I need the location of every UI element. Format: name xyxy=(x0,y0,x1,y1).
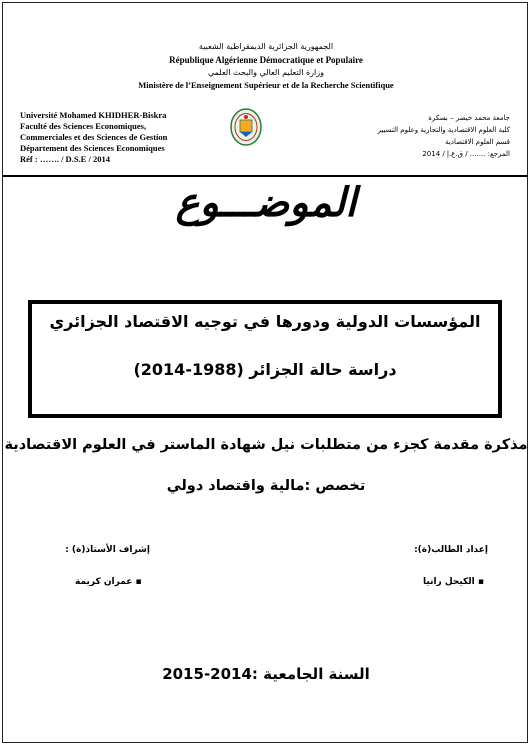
header-republic-ar: الجمهورية الجزائرية الديمقراطية الشعبية xyxy=(198,42,334,51)
professor-name: عمران كريمة xyxy=(75,577,133,587)
memo-description: مذكرة مقدمة كجزء من متطلبات نيل شهادة الماستر في العلوم الاقتصادية xyxy=(4,437,528,453)
faculty-ar: كلية العلوم الاقتصادية والتجارية وعلوم التسيير xyxy=(377,126,510,134)
reference-fr: Réf : ……. / D.S.E / 2014 xyxy=(20,154,110,164)
prepared-by-label: إعداد الطالب(ة): xyxy=(414,545,488,555)
bullet-icon: ▪ xyxy=(135,577,142,587)
header-ministry-fr: Ministère de l’Enseignement Supérieur et de la Recherche Scientifique xyxy=(138,80,394,90)
professor-name-row xyxy=(75,577,142,587)
header-ministry-ar: وزارة التعليم العالي والبحث العلمي xyxy=(208,68,324,77)
bullet-icon: ▪ xyxy=(477,577,484,587)
student-name: الكيحل رانيا xyxy=(423,577,475,587)
specialty: تخصص :مالية واقتصاد دولي xyxy=(166,478,366,494)
faculty-line-2-fr: Commerciales et des Sciences de Gestion xyxy=(20,132,168,142)
thesis-title: المؤسسات الدولية ودورها في توجيه الاقتصاد الجزائري xyxy=(49,312,481,331)
supervisor-label: إشراف الأستاذ(ة) : xyxy=(65,545,150,555)
thesis-subtitle: دراسة حالة الجزائر (1988-2014) xyxy=(133,360,397,379)
department-ar: قسم العلوم الاقتصادية xyxy=(445,138,510,146)
student-name-row xyxy=(423,577,484,587)
header-divider xyxy=(2,175,528,177)
reference-ar: المرجع: ....... / ق.ع.إ / 2014 xyxy=(422,150,510,158)
department-fr: Département des Sciences Economiques xyxy=(20,143,165,153)
topic-heading: الموضـــوع xyxy=(175,180,357,226)
university-seal-icon xyxy=(230,108,262,146)
university-name-ar: جامعة محمد خيضر – بسكرة xyxy=(428,114,510,122)
faculty-line-1-fr: Faculté des Sciences Economiques, xyxy=(20,121,147,131)
institution-block-fr xyxy=(20,110,220,165)
institution-block-ar xyxy=(340,112,510,160)
header-republic-fr: République Algérienne Démocratique et Populaire xyxy=(169,55,363,65)
academic-year: السنة الجامعية :2014-2015 xyxy=(162,665,370,683)
university-name-fr: Université Mohamed KHIDHER-Biskra xyxy=(20,110,167,120)
